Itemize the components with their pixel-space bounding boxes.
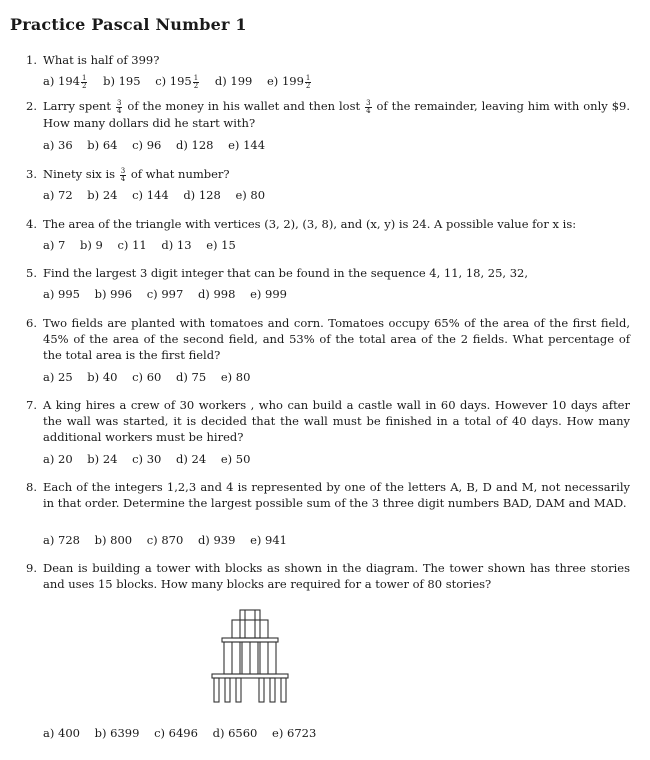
question-6 xyxy=(26,315,630,363)
choice-e: e) 999 xyxy=(250,287,287,301)
choice-a: a) 36 xyxy=(43,138,73,152)
choice-c: c) 144 xyxy=(132,188,169,202)
choice-c: c) 11 xyxy=(117,238,147,252)
question-text: Dean is building a tower with blocks as shown in the diagram. The tower shown has three stories and uses 15 blocks. How many blocks are required for a tower of 80 stories? xyxy=(43,561,630,591)
question-7 xyxy=(26,397,630,445)
fraction: $\frac{3}{4}$ xyxy=(366,98,371,115)
answer-choices-3 xyxy=(43,187,276,203)
choice-b: b) 64 xyxy=(87,138,118,152)
block xyxy=(225,678,230,702)
answer-choices-8 xyxy=(43,532,298,548)
question-text: The area of the triangle with vertices (3, 2), (3, 8), and (x, y) is 24. A possible value for x is: xyxy=(43,217,577,231)
choice-a: a) 7 xyxy=(43,238,66,252)
answer-choices-6 xyxy=(43,369,261,385)
question-4 xyxy=(26,216,630,232)
fraction: $\frac{3}{4}$ xyxy=(117,98,122,115)
question-number: 2. xyxy=(26,99,37,113)
block xyxy=(214,678,219,702)
block xyxy=(212,674,288,678)
choice-a: a) 25 xyxy=(43,370,73,384)
choice-b: b) 800 xyxy=(94,533,133,547)
choice-e: e) 941 xyxy=(250,533,287,547)
question-1 xyxy=(26,52,630,68)
answer-choices-1 xyxy=(43,73,323,90)
block xyxy=(270,678,275,702)
question-text: Each of the integers 1,2,3 and 4 is represented by one of the letters A, B, D and M, not necessarily in that order. Determine the largest possible sum of the 3 three digit numbers BAD, DAM and MAD. xyxy=(43,480,630,510)
question-number: 1. xyxy=(26,53,37,67)
fraction: $\frac{1}{2}$ xyxy=(193,73,199,90)
choice-e: e) 144 xyxy=(228,138,266,152)
block xyxy=(222,638,278,642)
choice-b: b) 24 xyxy=(87,188,118,202)
answer-choices-4 xyxy=(43,237,247,253)
choice-b: b) 6399 xyxy=(94,726,140,740)
choice-c: c) 30 xyxy=(132,452,162,466)
choice-e: e) 50 xyxy=(220,452,251,466)
answer-choices-2 xyxy=(43,137,276,153)
choice-c: c) 96 xyxy=(132,138,162,152)
choice-a: a) 995 xyxy=(43,287,80,301)
question-number: 5. xyxy=(26,266,37,280)
question-text: Two fields are planted with tomatoes and corn. Tomatoes occupy 65% of the area of the first field, 45% of the area of the second field, and 53% of the total area of the 2 fields. What percentage of the total area is the first field? xyxy=(43,316,630,362)
choice-b: b) 24 xyxy=(87,452,118,466)
choice-a: a) 728 xyxy=(43,533,80,547)
choice-b: b) 996 xyxy=(94,287,133,301)
fraction: $\frac{3}{4}$ xyxy=(120,166,126,183)
fraction: $\frac{1}{2}$ xyxy=(305,73,311,90)
fraction: $\frac{1}{2}$ xyxy=(81,73,87,90)
choice-c: c) 997 xyxy=(146,287,184,301)
choice-a: a) 400 xyxy=(43,726,80,740)
choice-d: d) 998 xyxy=(197,287,236,301)
page-title: Practice Pascal Number 1 xyxy=(10,15,247,34)
question-8 xyxy=(26,479,630,511)
choice-d: d) 128 xyxy=(176,138,214,152)
answer-choices-7 xyxy=(43,451,261,467)
choice-e: e) 80 xyxy=(220,370,251,384)
choice-c: c) 60 xyxy=(132,370,162,384)
block xyxy=(281,678,286,702)
choice-b: b) 40 xyxy=(87,370,118,384)
question-number: 7. xyxy=(26,398,37,412)
choice-d: d) 24 xyxy=(176,452,207,466)
choice-e: e) 80 xyxy=(235,188,266,202)
choice-d: d) 6560 xyxy=(212,726,258,740)
question-text: Ninety six is $\frac{3}{4}$ of what number? xyxy=(43,166,230,183)
choice-a: a) 194 $\frac{1}{2}$ xyxy=(43,73,87,90)
question-text: What is half of 399? xyxy=(43,53,160,67)
choice-e: e) 199 $\frac{1}{2}$ xyxy=(267,73,311,90)
question-text: A king hires a crew of 30 workers , who can build a castle wall in 60 days. However 10 days after the wall was started, it is decided that the wall must be finished in a total of 40 days. How many additional workers must be hired? xyxy=(43,398,630,444)
block xyxy=(232,620,268,638)
answer-choices-9 xyxy=(43,725,327,741)
choice-d: d) 75 xyxy=(176,370,207,384)
question-3 xyxy=(26,166,630,183)
tower-diagram xyxy=(205,606,295,706)
question-number: 8. xyxy=(26,480,37,494)
question-number: 4. xyxy=(26,217,37,231)
choice-d: d) 199 xyxy=(214,74,253,88)
question-number: 6. xyxy=(26,316,37,330)
choice-e: e) 15 xyxy=(206,238,236,252)
choice-a: a) 20 xyxy=(43,452,73,466)
question-9 xyxy=(26,560,630,592)
choice-d: d) 939 xyxy=(197,533,236,547)
question-5 xyxy=(26,265,630,281)
choice-c: c) 195 $\frac{1}{2}$ xyxy=(155,73,199,90)
choice-b: b) 9 xyxy=(79,238,103,252)
choice-e: e) 6723 xyxy=(272,726,317,740)
tower-blocks-illustration xyxy=(205,606,295,706)
question-text: Larry spent $\frac{3}{4}$ of the money in his wallet and then lost $\frac{3}{4}$ of the remainder, leaving him with only $9. How many dollars did he start with? xyxy=(43,98,630,130)
choice-b: b) 195 xyxy=(103,74,141,88)
choice-c: c) 6496 xyxy=(154,726,198,740)
question-2 xyxy=(26,98,630,131)
choice-d: d) 13 xyxy=(161,238,192,252)
answer-choices-5 xyxy=(43,286,298,302)
question-text: Find the largest 3 digit integer that can be found in the sequence 4, 11, 18, 25, 32, xyxy=(43,266,529,280)
choice-c: c) 870 xyxy=(146,533,184,547)
block xyxy=(236,678,241,702)
block xyxy=(240,610,260,638)
question-number: 3. xyxy=(26,167,37,181)
choice-d: d) 128 xyxy=(183,188,221,202)
choice-a: a) 72 xyxy=(43,188,73,202)
block xyxy=(259,678,264,702)
question-number: 9. xyxy=(26,561,37,575)
